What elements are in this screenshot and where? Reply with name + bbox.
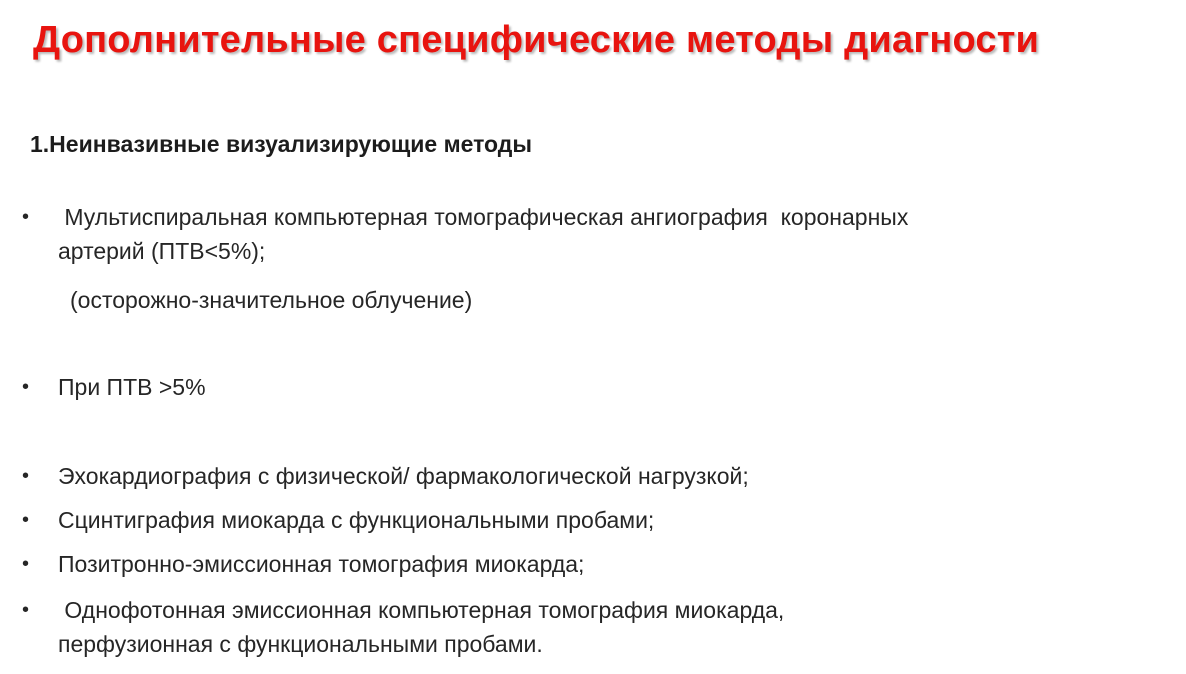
list-item-spect: [22, 593, 1172, 661]
bullet-icon: •: [22, 465, 30, 487]
list-item-text: [58, 593, 1172, 661]
list-item-echocardiography: [22, 459, 1172, 493]
list-item-text: [58, 200, 1172, 268]
list-item-text: [58, 459, 1172, 493]
list-item-scintigraphy: [22, 503, 1172, 537]
list-item-line: Однофотонная эмиссионная компьютерная томография миокарда,: [58, 597, 785, 623]
list-item-line: При ПТВ >5%: [58, 374, 206, 400]
slide-title: Дополнительные специфические методы диагности: [33, 19, 1040, 61]
irradiation-note: (осторожно-значительное облучение): [70, 287, 473, 313]
section-subtitle: 1.Неинвазивные визуализирующие методы: [30, 131, 533, 157]
bullet-icon: •: [22, 206, 30, 228]
bullet-icon: •: [22, 509, 30, 531]
list-item-ptv-over-5: [22, 370, 1172, 404]
list-item-msct-angiography: [22, 200, 1172, 268]
list-item-text: [58, 370, 1172, 404]
list-item-line: Сцинтиграфия миокарда с функциональными пробами;: [58, 507, 655, 533]
list-item-line: артерий (ПТВ<5%);: [58, 238, 266, 264]
list-item-pet: [22, 547, 1172, 581]
bullet-icon: •: [22, 599, 30, 621]
list-item-text: [58, 503, 1172, 537]
list-item-line: Позитронно-эмиссионная томография миокарда;: [58, 551, 585, 577]
bullet-icon: •: [22, 376, 30, 398]
list-item-text: [58, 547, 1172, 581]
bullet-icon: •: [22, 553, 30, 575]
list-item-line: перфузионная с функциональными пробами.: [58, 631, 543, 657]
list-item-line: Мультиспиральная компьютерная томографическая ангиография коронарных: [58, 204, 909, 230]
list-item-line: Эхокардиография с физической/ фармакологической нагрузкой;: [58, 463, 749, 489]
